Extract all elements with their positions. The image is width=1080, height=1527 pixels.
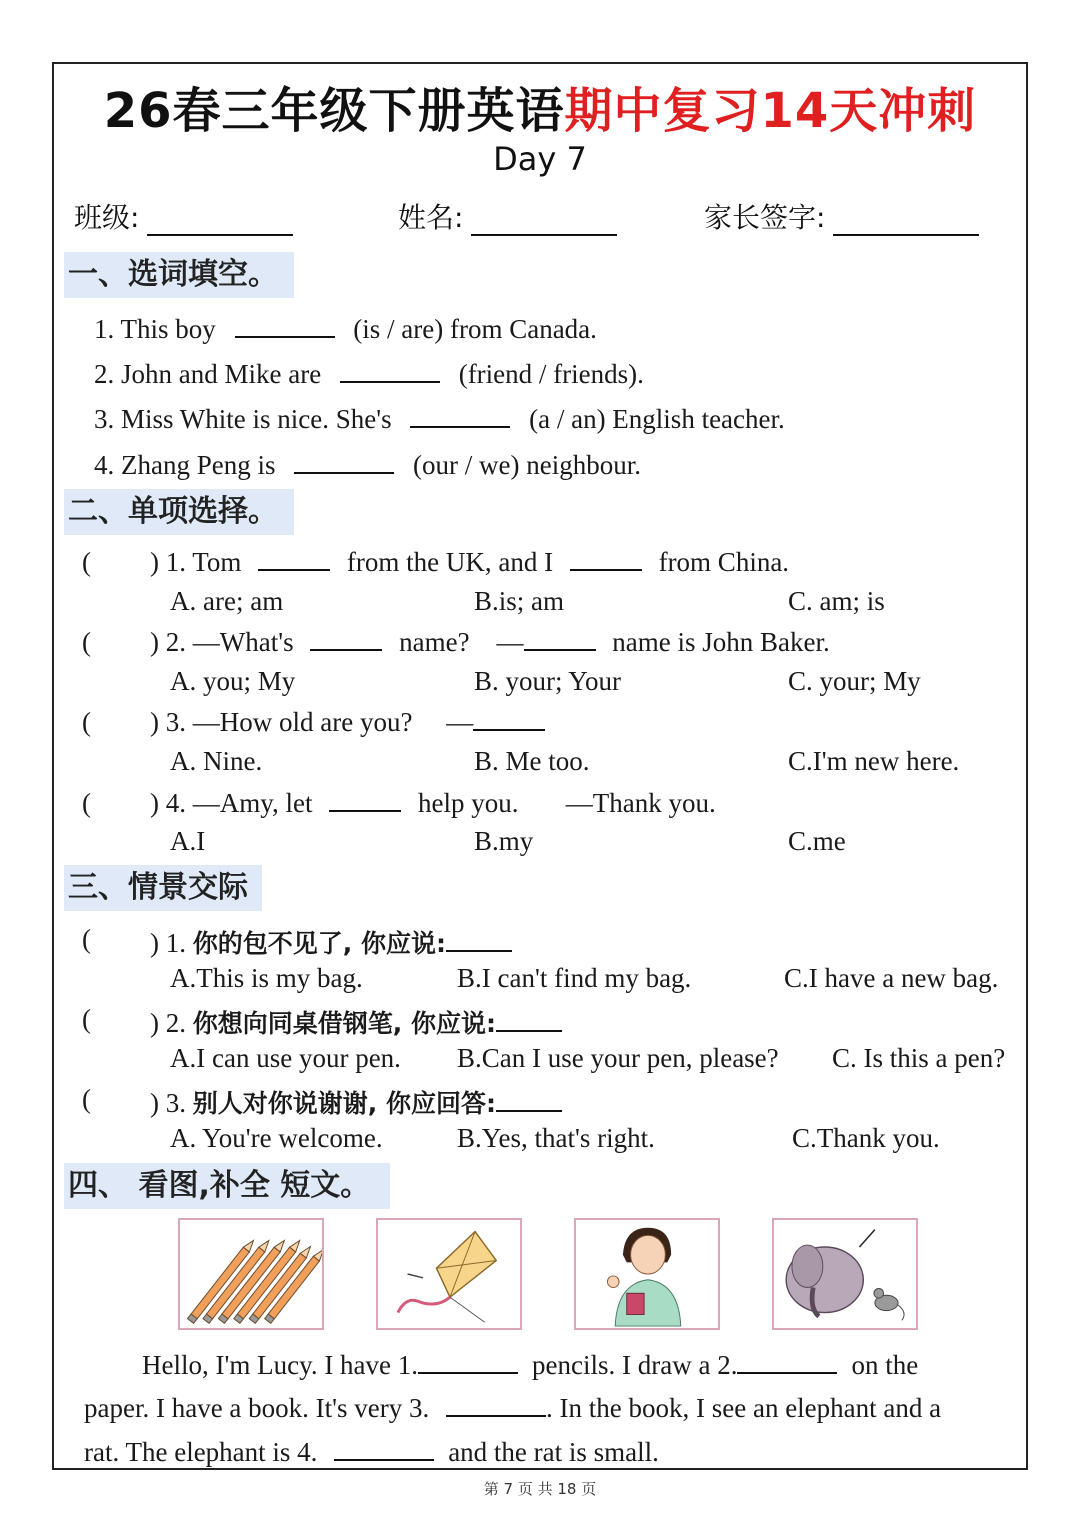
choice-2-mid: name? — [399, 627, 470, 657]
situation-2-num: ) 2. — [150, 1008, 186, 1038]
passage-line-1 — [142, 1350, 918, 1381]
name-label: 姓名: — [398, 201, 464, 234]
choice-1-option-b[interactable]: B.is; am — [474, 586, 565, 616]
day-label: Day 7 — [493, 140, 587, 178]
passage-blank-1[interactable] — [418, 1350, 518, 1374]
fill-1-post: (is / are) from Canada. — [353, 314, 597, 344]
passage-3b: and the rat is small. — [448, 1437, 659, 1467]
choice-3-option-b[interactable]: B. Me too. — [474, 746, 590, 776]
fill-item-3 — [94, 404, 785, 435]
situation-3-option-c[interactable]: C.Thank you. — [792, 1123, 940, 1153]
choice-1-num: ) 1. Tom — [150, 547, 242, 577]
choice-3-option-c[interactable]: C.I'm new here. — [788, 746, 960, 776]
fill-3-pre: 3. Miss White is nice. She's — [94, 404, 392, 434]
fill-4-pre: 4. Zhang Peng is — [94, 450, 276, 480]
passage-1b: pencils. I draw a 2. — [532, 1350, 738, 1380]
situation-3-blank[interactable] — [496, 1088, 562, 1112]
elephant-and-rat-picture — [772, 1218, 918, 1330]
choice-4-mid: help you. — [417, 788, 519, 818]
passage-blank-3[interactable] — [446, 1393, 546, 1417]
choice-2-option-b[interactable]: B. your; Your — [474, 666, 622, 696]
situation-1-option-a[interactable]: A.This is my bag. — [170, 963, 363, 993]
situation-1-paren[interactable]: ( — [82, 924, 91, 954]
parent-label: 家长签字: — [704, 201, 826, 234]
situation-3-stem — [150, 1084, 562, 1120]
fill-2-blank[interactable] — [340, 359, 440, 383]
fill-4-post: (our / we) neighbour. — [413, 450, 641, 480]
passage-blank-4[interactable] — [334, 1437, 434, 1461]
choice-4-option-c[interactable]: C.me — [788, 826, 846, 856]
fill-2-post: (friend / friends). — [458, 359, 644, 389]
name-line[interactable] — [471, 204, 617, 236]
passage-2b: . In the book, I see an elephant and a — [546, 1393, 942, 1423]
passage-line-2 — [84, 1393, 941, 1424]
choice-1-blank-a[interactable] — [258, 547, 330, 571]
choice-1-paren[interactable]: ( — [82, 547, 91, 577]
situation-2-paren[interactable]: ( — [82, 1004, 91, 1034]
fill-3-post: (a / an) English teacher. — [529, 404, 785, 434]
situation-1-blank[interactable] — [446, 928, 512, 952]
fill-item-1 — [94, 314, 597, 345]
situation-1-option-b[interactable]: B.I can't find my bag. — [457, 963, 692, 993]
choice-3-blank[interactable] — [473, 707, 545, 731]
choice-1-option-a[interactable]: A. are; am — [170, 586, 284, 616]
choice-2-blank-b[interactable] — [524, 627, 596, 651]
girl-with-book-picture — [574, 1218, 720, 1330]
situation-2-stem — [150, 1004, 562, 1040]
passage-1c: on the — [851, 1350, 919, 1380]
choice-4-blank[interactable] — [329, 788, 401, 812]
fill-3-blank[interactable] — [410, 404, 510, 428]
section-1-heading: 一、选词填空。 — [64, 252, 294, 298]
situation-3-num: ) 3. — [150, 1088, 186, 1118]
pencils-icon — [180, 1220, 322, 1328]
choice-4-num: ) 4. —Amy, let — [150, 788, 313, 818]
fill-item-2 — [94, 359, 644, 390]
section-4-heading: 四、 看图,补全 短文。 — [64, 1163, 390, 1209]
choice-3-option-a[interactable]: A. Nine. — [170, 746, 263, 776]
situation-3-cn: 别人对你说谢谢, 你应回答: — [192, 1089, 496, 1118]
situation-1-stem — [150, 924, 512, 960]
class-label: 班级: — [74, 201, 140, 234]
choice-2-blank-a[interactable] — [310, 627, 382, 651]
situation-2-blank[interactable] — [496, 1008, 562, 1032]
passage-line-3 — [84, 1437, 659, 1468]
fill-1-blank[interactable] — [235, 314, 335, 338]
situation-1-option-c[interactable]: C.I have a new bag. — [784, 963, 999, 993]
fill-1-pre: 1. This boy — [94, 314, 216, 344]
fill-2-pre: 2. John and Mike are — [94, 359, 322, 389]
choice-1-blank-b[interactable] — [570, 547, 642, 571]
situation-1-num: ) 1. — [150, 928, 186, 958]
situation-3-option-a[interactable]: A. You're welcome. — [170, 1123, 383, 1153]
situation-3-option-b[interactable]: B.Yes, that's right. — [457, 1123, 655, 1153]
choice-3-dash: — — [446, 707, 474, 737]
section-3-heading: 三、情景交际 — [64, 865, 262, 911]
situation-2-option-a[interactable]: A.I can use your pen. — [170, 1043, 401, 1073]
page-footer: 第 7 页 共 18 页 — [483, 1480, 597, 1498]
page-title — [0, 72, 1080, 141]
choice-1-stem — [150, 547, 789, 578]
situation-2-option-b[interactable]: B.Can I use your pen, please? — [457, 1043, 779, 1073]
choice-2-stem — [150, 627, 830, 658]
choice-3-paren[interactable]: ( — [82, 707, 91, 737]
fill-item-4 — [94, 450, 641, 481]
kite-icon — [378, 1220, 520, 1328]
choice-1-option-c[interactable]: C. am; is — [788, 586, 885, 616]
name-field[interactable] — [398, 196, 617, 236]
parent-sign-field[interactable] — [704, 196, 979, 236]
situation-2-option-c[interactable]: C. Is this a pen? — [832, 1043, 1006, 1073]
choice-4-option-a[interactable]: A.I — [170, 826, 206, 856]
pencils-picture — [178, 1218, 324, 1330]
elephant-icon — [774, 1220, 916, 1328]
passage-2a: paper. I have a book. It's very 3. — [84, 1393, 430, 1423]
parent-line[interactable] — [833, 204, 979, 236]
kite-picture — [376, 1218, 522, 1330]
girl-icon — [576, 1220, 718, 1328]
choice-4-option-b[interactable]: B.my — [474, 826, 534, 856]
class-line[interactable] — [147, 204, 293, 236]
choice-2-dash: — — [496, 627, 524, 657]
passage-blank-2[interactable] — [737, 1350, 837, 1374]
choice-2-option-a[interactable]: A. you; My — [170, 666, 296, 696]
choice-3-stem — [150, 707, 545, 738]
fill-4-blank[interactable] — [294, 450, 394, 474]
passage-3a: rat. The elephant is 4. — [84, 1437, 318, 1467]
choice-2-num: ) 2. —What's — [150, 627, 294, 657]
choice-2-paren[interactable]: ( — [82, 627, 91, 657]
section-2-heading: 二、单项选择。 — [64, 489, 294, 535]
choice-4-end: —Thank you. — [565, 788, 716, 818]
choice-3-num: ) 3. —How old are you? — [150, 707, 413, 737]
passage-1a: Hello, I'm Lucy. I have 1. — [142, 1350, 419, 1380]
situation-1-cn: 你的包不见了, 你应说: — [192, 929, 446, 958]
choice-4-stem — [150, 788, 716, 819]
situation-3-paren[interactable]: ( — [82, 1084, 91, 1114]
choice-2-end: name is John Baker. — [612, 627, 830, 657]
class-field[interactable] — [74, 196, 293, 236]
title-black: 26春三年级下册英语 — [103, 83, 565, 139]
title-red: 期中复习14天冲刺 — [564, 83, 977, 139]
choice-1-end: from China. — [658, 547, 790, 577]
choice-2-option-c[interactable]: C. your; My — [788, 666, 921, 696]
choice-1-mid: from the UK, and I — [346, 547, 554, 577]
choice-4-paren[interactable]: ( — [82, 788, 91, 818]
situation-2-cn: 你想向同桌借钢笔, 你应说: — [192, 1009, 496, 1038]
